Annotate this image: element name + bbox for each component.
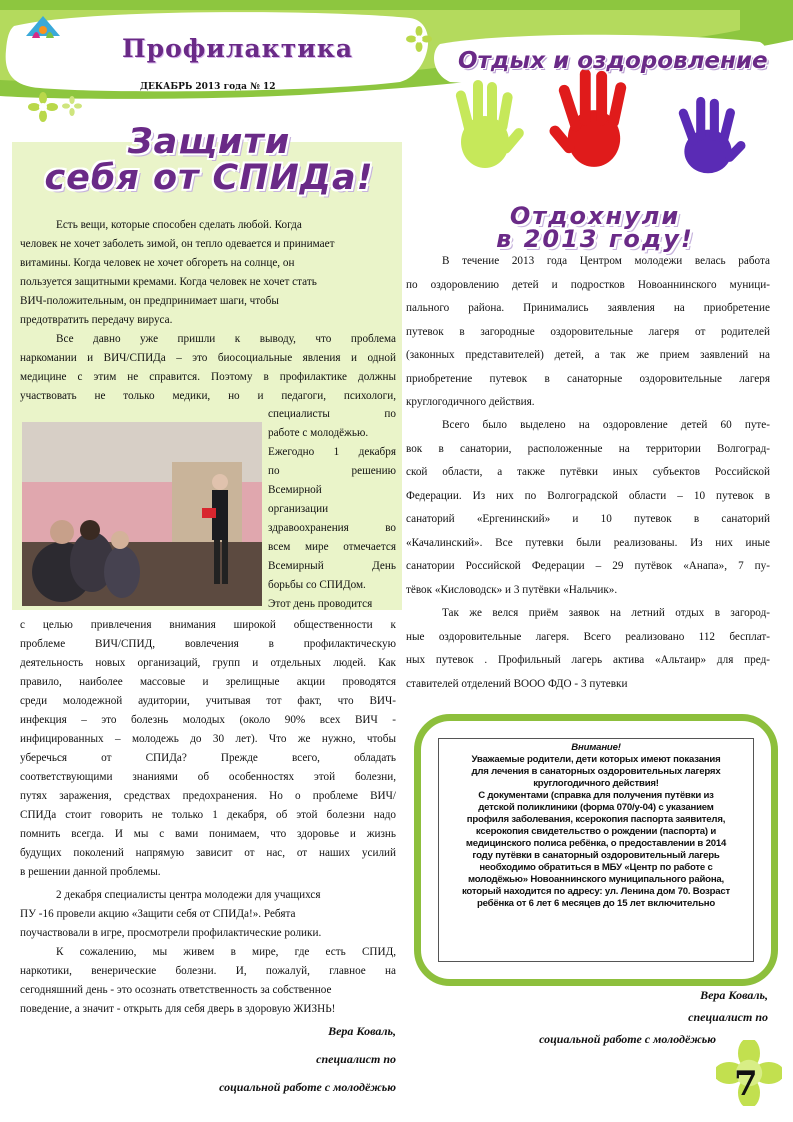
text-line: К сожалению, мы живем в мире, где есть СПИД,	[56, 946, 396, 958]
text-line: вок в санатории, расположенные на территории Волгоград-	[406, 442, 770, 455]
page-number: 7	[734, 1064, 758, 1104]
flower-icon	[62, 96, 82, 116]
handprint-violet-icon	[656, 86, 760, 186]
signature-line: социальной работе с молодёжью	[539, 1032, 716, 1046]
notice-line: медицинского полиса ребёнка, о предоставлении в 2014	[465, 838, 727, 849]
notice-line: для лечения в санаторных оздоровительных лагерях	[471, 766, 721, 777]
notice-line: профиля заболевания, ксерокопия паспорта заявителя,	[466, 814, 726, 825]
text-line: в решении данной проблемы.	[20, 866, 161, 878]
flower-icon	[406, 26, 432, 52]
text-line: тёвок «Кисловодск» и 3 путёвки «Нальчик».	[406, 583, 618, 596]
signature-line: специалист по	[316, 1052, 396, 1066]
text-line: наркомании и ВИЧ/СПИДа – это биосоциальные явления и одной	[20, 352, 396, 364]
text-line: Федерации. Из них по Волгоградской области – 10 путевок в	[406, 489, 770, 502]
signature-line: специалист по	[688, 1010, 768, 1024]
text-line: участвовать не только медики, но и педагоги, психологи,	[20, 390, 396, 402]
text-line: помнить всегда. И мы с вами понимаем, что здоровье и жизнь	[20, 828, 396, 840]
text-line: Все давно уже пришли к выводу, что проблема	[56, 333, 396, 345]
text-line: наркотики, венерические болезни. И, пожалуй, главное на	[20, 965, 396, 977]
notice-line: круглогодичного действия!	[533, 778, 659, 789]
notice-title: Внимание!	[571, 742, 621, 753]
text-line: санаторий «Ергенинский» и 10 путевок в санаторий	[406, 513, 770, 525]
text-line: поучаствовали в игре, просмотрели профилактические ролики.	[20, 927, 322, 939]
left-paragraph-1	[20, 216, 398, 330]
left-paragraph-5	[20, 943, 396, 1019]
notice-line: детской поликлиники (форма 070/у-04) с указанием	[478, 802, 714, 813]
text-line: приобретение путевок в санаторные оздоровительные лагеря	[406, 372, 770, 385]
notice-line: С документами (справка для получения путёвки из	[478, 790, 714, 801]
text-line: санатории Российской Федерации – 29 путёвок «Анапа», 7 пу-	[406, 560, 770, 572]
text-line: Есть вещи, которые способен сделать любой. Когда	[56, 219, 302, 231]
left-side-text	[268, 405, 396, 614]
text-line: работе с молодёжью.	[268, 427, 369, 439]
flower-icon	[28, 92, 58, 122]
text-line: В течение 2013 года Центром молодежи велась работа	[442, 255, 770, 267]
text-line: ставителей отделений ВООО ФДО - 3 путевки	[406, 677, 628, 690]
notice-line: ксерокопия свидетельство о рождении (паспорта) и	[475, 826, 717, 837]
title-line: Защити	[127, 122, 291, 162]
text-line: среди молодежной аудитории, учитывая тот факт, что ВИЧ-	[20, 695, 396, 707]
text-line: уберечься от СПИДа? Прежде всего, обладать	[20, 752, 396, 764]
text-line: Так же велся приём заявок на летний отдых в загород-	[442, 607, 770, 619]
notice-line: молодёжью» Новоаннинского муниципального района,	[467, 874, 725, 885]
notice-line: который находится по адресу: ул. Ленина дом 70. Возраст	[461, 886, 731, 897]
text-line: специалисты по	[268, 408, 396, 420]
text-line: Всемирной	[268, 484, 322, 496]
text-line: с целью привлечения внимания широкой общественности к	[20, 619, 396, 631]
text-line: по оздоровлению детей и подростков Новоаннинского муници-	[406, 278, 770, 291]
left-paragraph-2	[20, 330, 396, 406]
text-line: Всемирный День	[268, 560, 396, 572]
notice-text	[442, 742, 750, 910]
signature-line: Вера Коваль,	[328, 1024, 396, 1038]
right-paragraph-2	[406, 414, 770, 602]
handprint-green-icon	[440, 70, 530, 180]
notice-line: Уважаемые родители, дети которых имеют показания	[471, 754, 721, 765]
notice-line: необходимо обратиться в МБУ «Центр по работе с	[479, 862, 713, 873]
text-line: проблеме ВИЧ/СПИД, вовлечения в профилактическую	[20, 638, 396, 650]
text-line: пального района. Принимались заявления на приобретение	[406, 302, 770, 314]
title-line: Отдохнули	[509, 202, 681, 230]
notice-line: году путёвки в санаторный оздоровительный лагерь	[472, 850, 720, 861]
text-line: круглогодичного действия.	[406, 396, 535, 408]
signature-line: социальной работе с молодёжью	[219, 1080, 396, 1094]
left-article-title	[14, 124, 404, 196]
notice-line: ребёнка от 6 лет 6 месяцев до 15 лет включительно	[476, 898, 716, 909]
text-line: организации	[268, 503, 329, 515]
text-line: (законных представителей) детей, а так же прием заявлений на	[406, 349, 770, 361]
text-line: ных путевок . Профильный лагерь актива «Альтаир» для пред-	[406, 654, 770, 666]
text-line: ВИЧ-положительным, он предпринимает шаги, чтобы	[20, 295, 279, 307]
left-paragraph-4	[20, 886, 396, 943]
text-line: 2 декабря специалисты центра молодежи для учащихся	[56, 889, 321, 901]
text-line: ные оздоровительные лагеря. Всего реализовано 112 бесплат-	[406, 630, 770, 643]
text-line: сегодняшний день - это осознать ответственность за собственное	[20, 984, 332, 996]
right-paragraph-1	[406, 250, 770, 415]
text-line: человек не хочет заболеть зимой, он тепло одевается и принимает	[20, 238, 335, 250]
text-line: инфицированных – молодежь до 30 лет). Что же нужно, чтобы	[20, 733, 396, 745]
text-line: Этот день проводится	[268, 598, 373, 610]
text-line: ской области, а также путёвки иных субъектов Российской	[406, 466, 770, 478]
text-line: витамины. Когда человек не хочет обгореть на солнце, он	[20, 257, 295, 269]
logo-icon	[20, 12, 66, 48]
text-line: поведение, а значит - открыть для себя дверь в здоровую ЖИЗНЬ!	[20, 1003, 336, 1015]
newspaper-brand: Профилактика	[122, 34, 354, 63]
title-line: в 2013 году!	[496, 225, 694, 253]
text-line: здравоохранения во	[268, 522, 396, 534]
text-line: путях заражения, средствах предохранения. Но о проблеме ВИЧ/	[20, 790, 396, 802]
text-line: СПИДа стоит говорить не только 1 декабря, об этой болезни надо	[20, 809, 396, 821]
text-line: медицине с этим не справится. Поэтому в профилактике должны	[20, 371, 396, 383]
text-line: борьбы со СПИДом.	[268, 579, 366, 591]
title-line: себя от СПИДа!	[44, 158, 374, 198]
text-line: правило, наиболее массовые и зрелищные акции проводятся	[20, 676, 396, 688]
text-line: ПУ -16 провели акцию «Защити себя от СПИДа!». Ребята	[20, 908, 296, 920]
text-line: соответствующими знаниями об особенностях этой болезни,	[20, 771, 396, 783]
text-line: по решению	[268, 465, 396, 477]
text-line: Ежегодно 1 декабря	[268, 446, 396, 458]
text-line: путевок в загородные оздоровительные лагеря от родителей	[406, 325, 770, 338]
section-title: Отдых и оздоровление	[458, 48, 768, 74]
text-line: деятельность новых организаций, групп и отдельных людей. Как	[20, 657, 396, 669]
event-photo	[22, 422, 262, 606]
text-line: пользуется защитными кремами. Когда человек не хочет стать	[20, 276, 317, 288]
text-line: предотвратить передачу вируса.	[20, 314, 173, 326]
right-paragraph-3	[406, 602, 770, 696]
text-line: всем мире отмечается	[268, 541, 396, 553]
text-line: «Качалинский». Все путевки были реализованы. Из них иные	[406, 536, 770, 549]
text-line: Всего было выделено на оздоровление детей 60 путе-	[442, 419, 770, 431]
issue-info: ДЕКАБРЬ 2013 года № 12	[140, 82, 276, 92]
handprint-red-icon	[544, 60, 644, 180]
text-line: инфекция – это болезнь молодых (около 90% всех ВИЧ -	[20, 714, 396, 726]
right-article-title	[420, 202, 770, 253]
left-signature	[140, 1020, 396, 1098]
text-line: будущих поколений напрямую зависит от нас, от наших усилий	[20, 847, 396, 859]
left-paragraph-3	[20, 616, 396, 882]
signature-line: Вера Коваль,	[700, 988, 768, 1002]
